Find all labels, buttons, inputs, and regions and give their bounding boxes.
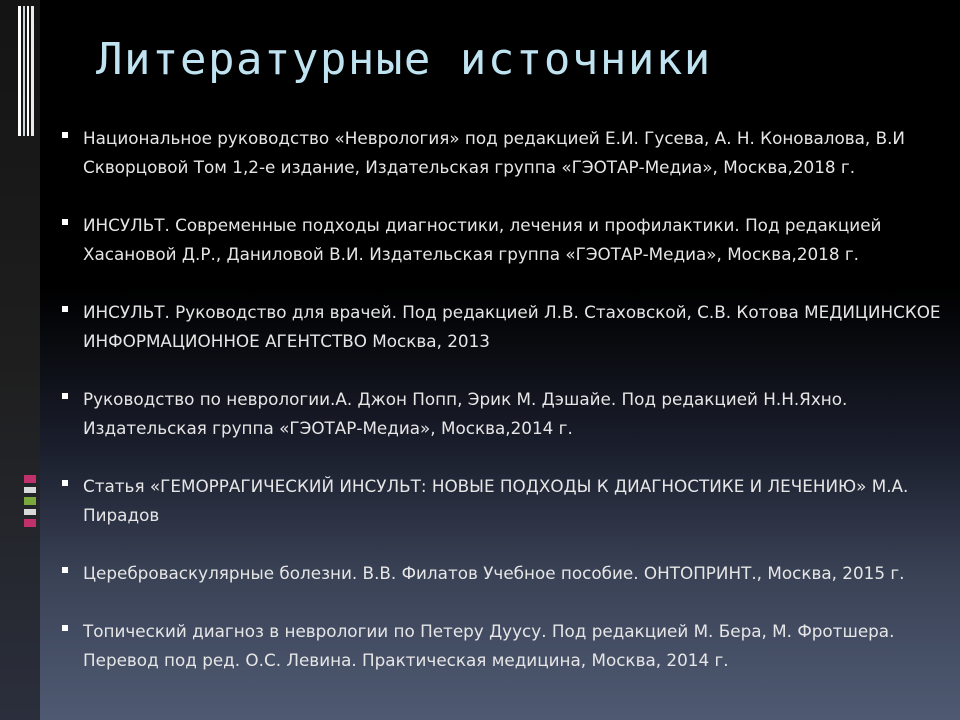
reference-text: ИНСУЛЬТ. Руководство для врачей. Под редакцией Л.В. Стаховской, С.В. Котова МЕДИЦИНСКОЕ ИНФОРМАЦИОННОЕ АГЕНТСТВО Москва, 2013 <box>83 302 941 351</box>
reference-text: Статья «ГЕМОРРАГИЧЕСКИЙ ИНСУЛЬТ: НОВЫЕ ПОДХОДЫ К ДИАГНОСТИКЕ И ЛЕЧЕНИЮ» М.А. Пирадов <box>83 476 909 525</box>
reference-text: Национальное руководство «Неврология» под редакцией Е.И. Гусева, А. Н. Коновалова, В.И Скворцовой Том 1,2-е издание, Издательская группа «ГЭОТАР-Медиа», Москва,2018 г. <box>83 128 905 177</box>
bullet-icon <box>62 480 68 486</box>
reference-item <box>62 385 942 443</box>
reference-item <box>62 472 942 530</box>
references-list <box>62 124 942 704</box>
reference-item <box>62 124 942 182</box>
reference-text: Руководство по неврологии.А. Джон Попп, Эрик М. Дэшайе. Под редакцией Н.Н.Яхно. Издательская группа «ГЭОТАР-Медиа», Москва,2014 г. <box>83 389 848 438</box>
bullet-icon <box>62 625 68 631</box>
reference-item <box>62 298 942 356</box>
reference-item <box>62 617 942 675</box>
decor-stripes-side <box>24 475 36 535</box>
reference-item <box>62 211 942 269</box>
decor-stripes-top <box>18 6 36 136</box>
bullet-icon <box>62 567 68 573</box>
bullet-icon <box>62 132 68 138</box>
bullet-icon <box>62 219 68 225</box>
slide-title: Литературные источники <box>96 34 712 85</box>
bullet-icon <box>62 306 68 312</box>
reference-item <box>62 559 942 588</box>
reference-text: Топический диагноз в неврологии по Петеру Дуусу. Под редакцией М. Бера, М. Фротшера. Перевод под ред. О.С. Левина. Практическая медицина, Москва, 2014 г. <box>83 621 895 670</box>
reference-text: Цереброваскулярные болезни. В.В. Филатов Учебное пособие. ОНТОПРИНТ., Москва, 2015 г. <box>83 563 905 583</box>
reference-text: ИНСУЛЬТ. Современные подходы диагностики, лечения и профилактики. Под редакцией Хасановой Д.Р., Даниловой В.И. Издательская группа «ГЭОТАР-Медиа», Москва,2018 г. <box>83 215 882 264</box>
bullet-icon <box>62 393 68 399</box>
